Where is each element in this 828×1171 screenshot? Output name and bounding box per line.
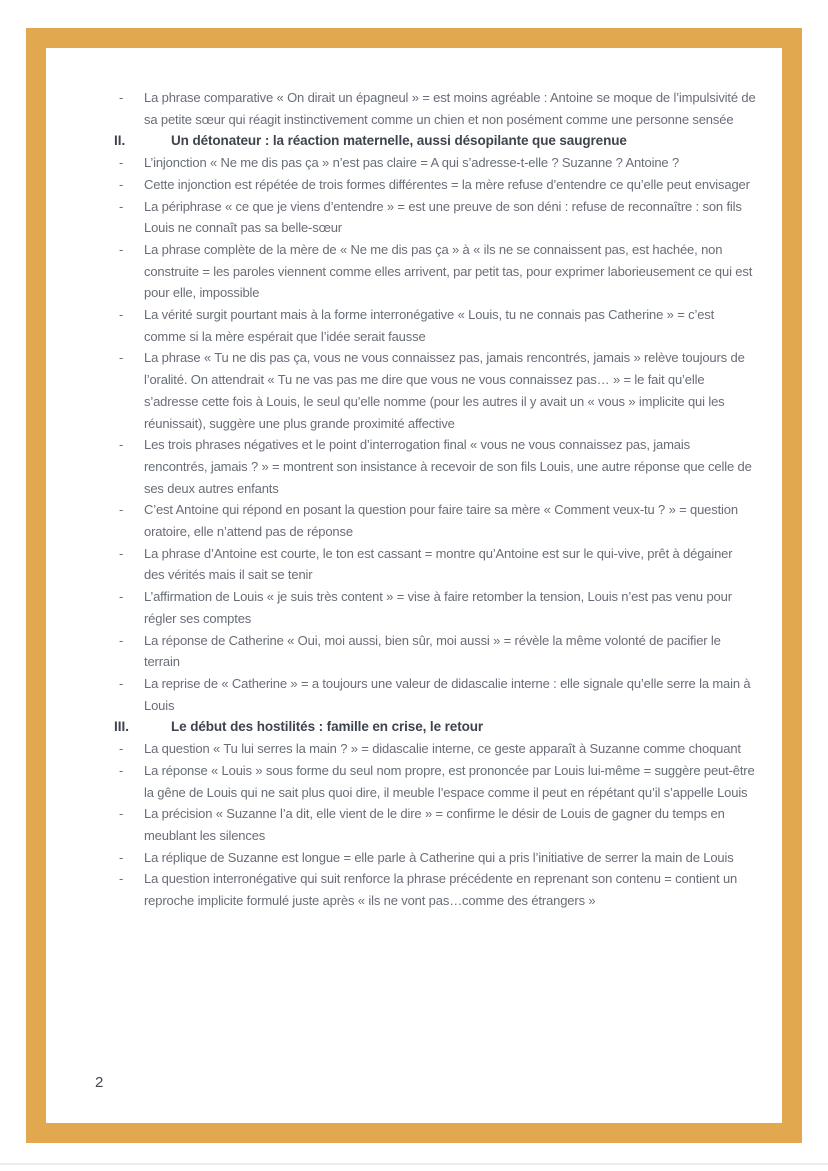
bullet-dash: - bbox=[119, 90, 124, 105]
bullet-dash: - bbox=[119, 741, 124, 757]
list-item bbox=[119, 630, 782, 673]
bullet-text: La réponse de Catherine « Oui, moi aussi, bien sûr, moi aussi » = révèle la même volonté de pacifier le terrain bbox=[144, 632, 721, 670]
bullet-dash: - bbox=[119, 502, 124, 518]
list-item bbox=[119, 87, 782, 130]
list-item bbox=[119, 847, 782, 869]
page-frame bbox=[26, 28, 802, 1143]
bullet-dash: - bbox=[119, 632, 124, 648]
bullet-text: L’injonction « Ne me dis pas ça » n’est pas claire = A qui s’adresse-t-elle ? Suzanne ? Antoine ? bbox=[144, 155, 680, 171]
heading-text: Le début des hostilités : famille en crise, le retour bbox=[171, 719, 484, 735]
bullet-text: La réponse « Louis » sous forme du seul nom propre, est prononcée par Louis lui-même = suggère peut-être la gêne de Louis qui ne sait plus quoi dire, il meuble l’espace comme il peut en répétant qu’il s’appelle Louis bbox=[144, 762, 755, 800]
list-item bbox=[119, 586, 782, 629]
bullet-text: La phrase d’Antoine est courte, le ton est cassant = montre qu’Antoine est sur le qui-vive, prêt à dégainer des vérités mais il sait se tenir bbox=[144, 545, 733, 583]
bullet-text: La phrase complète de la mère de « Ne me dis pas ça » à « ils ne se connaissent pas, est hachée, non construite = les paroles viennent comme elles arrivent, par petit tas, pour exprimer laborieusement ce qui est pour elle, impossible bbox=[144, 241, 753, 301]
bullet-dash: - bbox=[119, 437, 124, 453]
bullet-text: L’affirmation de Louis « je suis très content » = vise à faire retomber la tension, Louis n’est pas venu pour régler ses comptes bbox=[144, 589, 732, 626]
heading-number: II. bbox=[114, 133, 126, 149]
list-item bbox=[119, 803, 782, 846]
page-number: 2 bbox=[95, 1074, 104, 1091]
bullet-dash: - bbox=[119, 806, 124, 822]
bullet-text: La question « Tu lui serres la main ? » = didascalie interne, ce geste apparaît à Suzanne comme choquant bbox=[144, 741, 741, 757]
document-content bbox=[46, 87, 782, 912]
list-item bbox=[119, 434, 782, 499]
list-item bbox=[119, 868, 782, 911]
list-item bbox=[119, 347, 782, 434]
bullet-text: La phrase « Tu ne dis pas ça, vous ne vous connaissez pas, jamais rencontrés, jamais » relève toujours de l’oralité. On attendrait « Tu ne vas pas me dire que vous ne vous connaissez pas… » = le fait qu’elle s’adresse cette fois à Louis, le seul qu’elle nomme (pour les autres il y avait un « vous » implicite qui les réunissait), suggère une plus grande proximité affective bbox=[144, 350, 745, 431]
list-item bbox=[119, 152, 782, 174]
list-item bbox=[119, 196, 782, 239]
list-item bbox=[119, 239, 782, 304]
list-item bbox=[119, 499, 782, 542]
bullet-dash: - bbox=[119, 307, 124, 323]
bullet-dash: - bbox=[119, 589, 124, 605]
list-item bbox=[119, 304, 782, 347]
list-item bbox=[119, 543, 782, 586]
bullet-dash: - bbox=[119, 176, 124, 192]
bullet-dash: - bbox=[119, 155, 124, 171]
heading-text: Un détonateur : la réaction maternelle, aussi désopilante que saugrenue bbox=[171, 133, 627, 149]
bullet-text: Les trois phrases négatives et le point d’interrogation final « vous ne vous connaissez pas, jamais rencontrés, jamais ? » = montrent son insistance à recevoir de son fils Louis, une autre réponse que celle de ses deux autres enfants bbox=[144, 437, 752, 496]
page-break-line bbox=[0, 1163, 828, 1165]
section-heading bbox=[114, 130, 782, 152]
bullet-text: Cette injonction est répétée de trois formes différentes = la mère refuse d’entendre ce qu’elle peut envisager bbox=[144, 176, 750, 192]
bullet-text: La précision « Suzanne l’a dit, elle vient de le dire » = confirme le désir de Louis de gagner du temps en meublant les silences bbox=[144, 806, 725, 843]
list-item bbox=[119, 174, 782, 196]
section-heading bbox=[114, 716, 782, 738]
bullet-dash: - bbox=[119, 762, 124, 778]
bullet-text: La phrase comparative « On dirait un épagneul » = est moins agréable : Antoine se moque de l’impulsivité de sa petite sœur qui réagit instinctivement comme un chien et non posément comme une personne sensée bbox=[144, 90, 756, 127]
bullet-dash: - bbox=[119, 241, 124, 257]
bullet-text: La question interronégative qui suit renforce la phrase précédente en reprenant son contenu = contient un reproche implicite formulé juste après « ils ne vont pas…comme des étrangers » bbox=[144, 871, 738, 909]
bullet-dash: - bbox=[119, 675, 124, 691]
bullet-text: La réplique de Suzanne est longue = elle parle à Catherine qui a pris l’initiative de serrer la main de Louis bbox=[144, 849, 734, 865]
bullet-text: La reprise de « Catherine » = a toujours une valeur de didascalie interne : elle signale qu’elle serre la main à Louis bbox=[144, 675, 751, 713]
bullet-dash: - bbox=[119, 198, 124, 214]
heading-number: III. bbox=[114, 719, 130, 735]
bullet-text: La périphrase « ce que je viens d’entendre » = est une preuve de son déni : refuse de reconnaître : son fils Louis ne connaît pas sa belle-sœur bbox=[144, 198, 742, 236]
list-item bbox=[119, 738, 782, 760]
list-item bbox=[119, 673, 782, 716]
bullet-dash: - bbox=[119, 350, 124, 366]
bullet-dash: - bbox=[119, 545, 124, 561]
bullet-text: C’est Antoine qui répond en posant la question pour faire taire sa mère « Comment veux-tu ? » = question oratoire, elle n’attend pas de réponse bbox=[144, 502, 738, 540]
list-item bbox=[119, 760, 782, 803]
bullet-text: La vérité surgit pourtant mais à la forme interronégative « Louis, tu ne connais pas Catherine » = c’est comme si la mère espérait que l’idée serait fausse bbox=[144, 307, 715, 344]
bullet-dash: - bbox=[119, 871, 124, 887]
bullet-dash: - bbox=[119, 849, 124, 865]
